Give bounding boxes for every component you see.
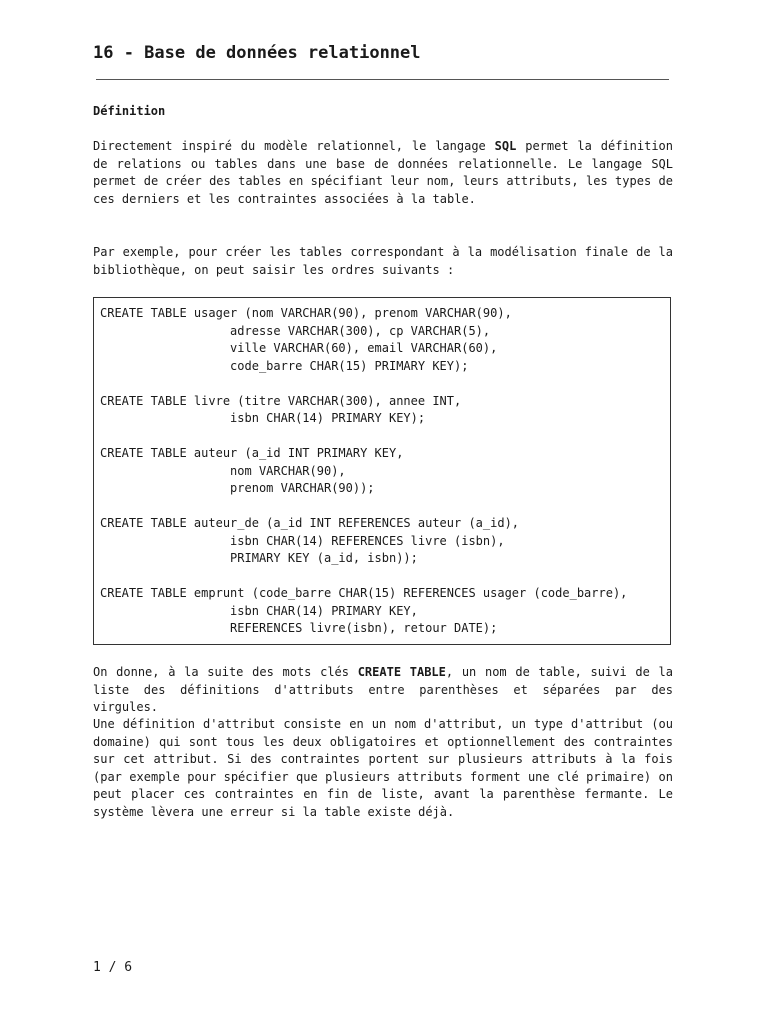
create-table-explanation xyxy=(93,664,673,717)
code-line: CREATE TABLE auteur (a_id INT PRIMARY KEY, xyxy=(100,446,404,460)
code-line: PRIMARY KEY (a_id, isbn)); xyxy=(100,551,418,565)
code-line: REFERENCES livre(isbn), retour DATE); xyxy=(100,621,498,635)
code-line xyxy=(100,568,627,586)
paragraph-text: permet la définition de relations ou tables dans une base de données relationnelle. Le langage SQL permet de créer des tables en spécifiant leur nom, leurs attributs, les types de ces derniers et les contraintes associées à la table. xyxy=(93,139,673,206)
title-divider xyxy=(96,79,669,80)
code-line: adresse VARCHAR(300), cp VARCHAR(5), xyxy=(100,323,491,338)
code-line xyxy=(100,498,627,516)
code-line: CREATE TABLE emprunt (code_barre CHAR(15) REFERENCES usager (code_barre), xyxy=(100,586,628,600)
code-line: CREATE TABLE usager (nom VARCHAR(90), prenom VARCHAR(90), xyxy=(100,306,512,320)
section-heading: Définition xyxy=(93,104,166,118)
sql-code xyxy=(100,305,627,638)
paragraph-text: Directement inspiré du modèle relationnel, le langage xyxy=(93,139,495,153)
paragraph-text: , un nom de table, suivi de la liste des définitions d'attributs entre parenthèses et séparées par des virgules. xyxy=(93,665,673,714)
code-line: isbn CHAR(14) REFERENCES livre (isbn), xyxy=(100,533,505,548)
code-line xyxy=(100,375,627,393)
code-line: CREATE TABLE auteur_de (a_id INT REFERENCES auteur (a_id), xyxy=(100,516,520,530)
code-line: code_barre CHAR(15) PRIMARY KEY); xyxy=(100,358,469,373)
page-title: 16 - Base de données relationnel xyxy=(93,43,421,63)
page-number: 1 / 6 xyxy=(93,960,133,975)
code-line: nom VARCHAR(90), xyxy=(100,463,346,478)
paragraph-text: On donne, à la suite des mots clés xyxy=(93,665,358,679)
code-line: prenom VARCHAR(90)); xyxy=(100,481,375,495)
code-line: isbn CHAR(14) PRIMARY KEY); xyxy=(100,411,426,425)
code-line: ville VARCHAR(60), email VARCHAR(60), xyxy=(100,341,498,355)
code-line: CREATE TABLE livre (titre VARCHAR(300), annee INT, xyxy=(100,393,462,408)
code-line: isbn CHAR(14) PRIMARY KEY, xyxy=(100,603,418,618)
sql-code-block xyxy=(93,297,671,645)
example-intro-paragraph: Par exemple, pour créer les tables correspondant à la modélisation finale de la bibliothèque, on peut saisir les ordres suivants : xyxy=(93,245,673,277)
attribute-definition-paragraph: Une définition d'attribut consiste en un nom d'attribut, un type d'attribut (ou domaine) qui sont tous les deux obligatoires et optionnellement des contraintes sur cet attribut. Si des contraintes portent sur plusieurs attributs à la fois (par exemple pour spécifier que plusieurs attributs forment une clé primaire) on peut placer ces contraintes en fin de liste, avant la parenthèse fermante. Le système lèvera une erreur si la table existe déjà. xyxy=(93,717,673,819)
code-line xyxy=(100,428,627,446)
definition-paragraph xyxy=(93,138,673,208)
create-table-keyword: CREATE TABLE xyxy=(357,665,446,679)
sql-keyword: SQL xyxy=(494,139,517,153)
